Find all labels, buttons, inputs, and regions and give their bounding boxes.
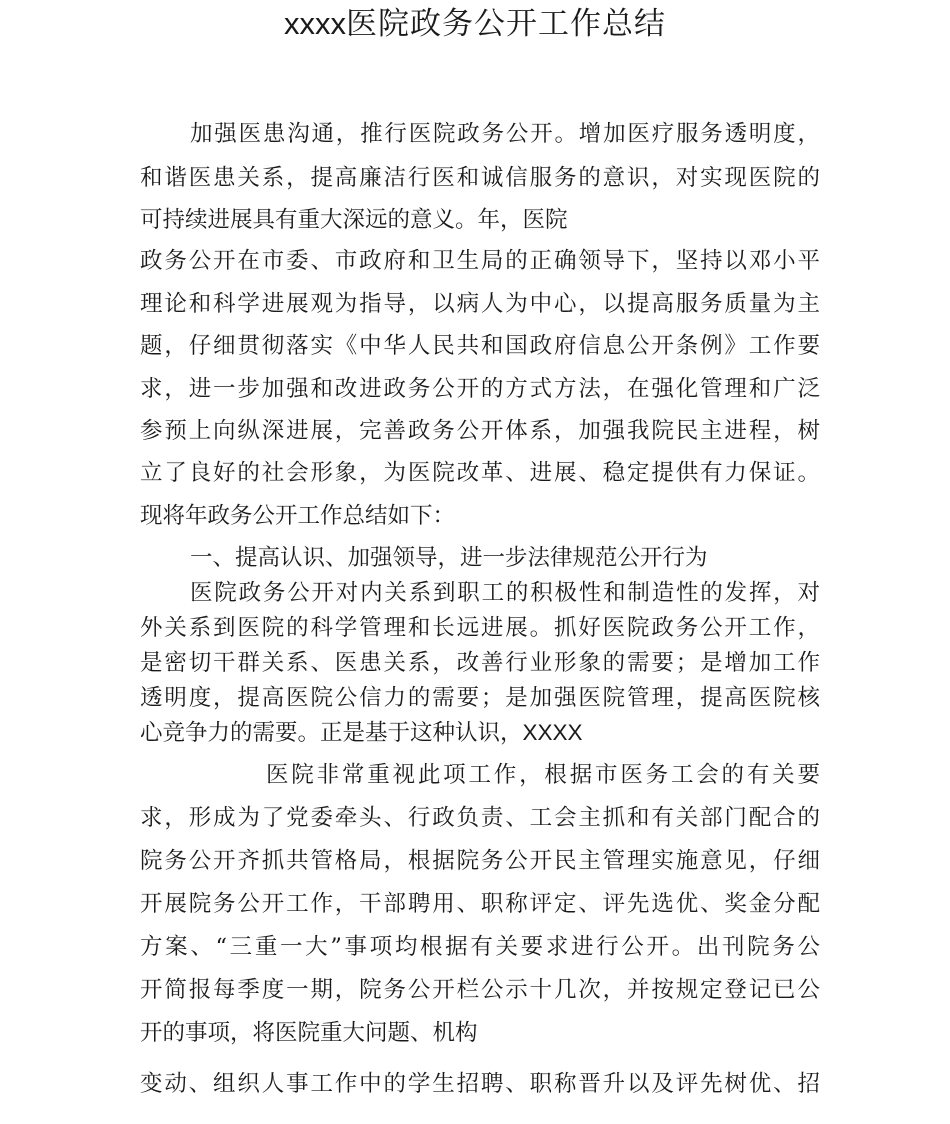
inline-latin-text: XXXX <box>522 720 583 745</box>
paragraph-line: 医院政务公开对内关系到职工的积极性和制造性的发挥，对 <box>190 580 820 606</box>
paragraph-line: 开展院务公开工作，干部聘用、职称评定、评先选优、奖金分配 <box>140 891 820 917</box>
paragraph-line: 理论和科学进展观为指导，以病人为中心，以提高服务质量为主 <box>140 291 820 317</box>
title-main: 医院政务公开工作总结 <box>346 6 666 42</box>
paragraph-line: 变动、组织人事工作中的学生招聘、职称晋升以及评先树优、招 <box>140 1071 820 1097</box>
paragraph-line: 和谐医患关系，提高廉洁行医和诚信服务的意识，对实现医院的 <box>140 165 820 191</box>
paragraph-line: 方案、“三重一大”事项均根据有关要求进行公开。出刊院务公 <box>140 934 820 960</box>
paragraph-line: 题，仔细贯彻落实《中华人民共和国政府信息公开条例》工作要 <box>140 333 820 359</box>
document-title <box>0 2 950 46</box>
paragraph-line: 立了良好的社会形象，为医院改革、进展、稳定提供有力保证。 <box>140 460 820 486</box>
paragraph-line: 开简报每季度一期，院务公开栏公示十几次，并按规定登记已公 <box>140 977 820 1003</box>
paragraph-line: 开的事项，将医院重大问题、机构 <box>140 1020 478 1046</box>
paragraph-line: 求，形成为了党委牵头、行政负责、工会主抓和有关部门配合的 <box>140 805 820 831</box>
paragraph-line: 透明度，提高医院公信力的需要；是加强医院管理，提高医院核 <box>140 685 820 711</box>
paragraph-line: 政务公开在市委、市政府和卫生局的正确领导下，坚持以邓小平 <box>140 248 820 274</box>
section-heading: 一、提高认识、加强领导，进一步法律规范公开行为 <box>190 545 708 571</box>
paragraph-line: 外关系到医院的科学管理和长远进展。抓好医院政务公开工作， <box>140 615 820 641</box>
paragraph-line: 是密切干群关系、医患关系，改善行业形象的需要；是增加工作 <box>140 650 820 676</box>
paragraph-line: 加强医患沟通，推行医院政务公开。增加医疗服务透明度， <box>190 121 820 147</box>
paragraph-line-text: 心竞争力的需要。正是基于这种认识， <box>140 720 523 746</box>
paragraph-line: 医院非常重视此项工作，根据市医务工会的有关要 <box>266 762 820 788</box>
paragraph-line <box>140 718 820 748</box>
title-prefix: xxxx <box>284 6 346 41</box>
paragraph-line: 参预上向纵深进展，完善政务公开体系，加强我院民主进程，树 <box>140 418 820 444</box>
paragraph-line: 院务公开齐抓共管格局，根据院务公开民主管理实施意见，仔细 <box>140 848 820 874</box>
paragraph-line: 求，进一步加强和改进政务公开的方式方法，在强化管理和广泛 <box>140 376 820 402</box>
paragraph-line: 现将年政务公开工作总结如下： <box>140 503 456 529</box>
paragraph-line: 可持续进展具有重大深远的意义。年，医院 <box>140 207 568 233</box>
